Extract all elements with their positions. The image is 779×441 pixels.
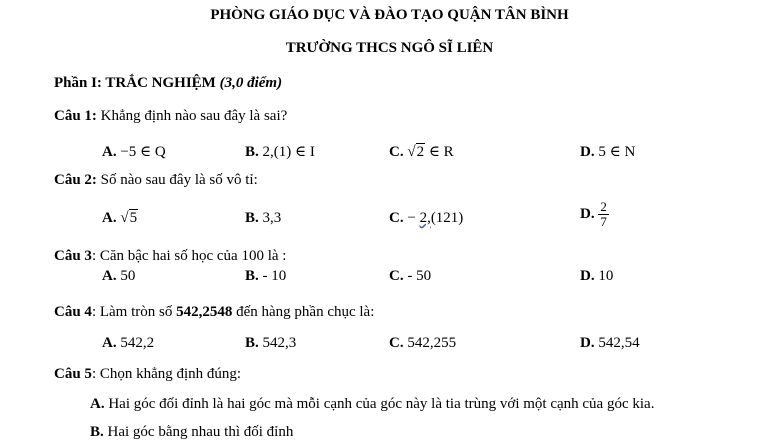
q3-option-c-text: - 50: [403, 268, 432, 284]
section-title: [54, 75, 282, 92]
q1-option-c: [389, 142, 454, 161]
q4-option-d-label: D.: [580, 335, 595, 351]
q3-option-b: [245, 268, 286, 285]
q4-option-b: [245, 335, 296, 352]
sqrt-symbol: √2: [407, 144, 425, 160]
q3-option-a-text: 50: [116, 268, 136, 284]
q4-option-b-text: 542,3: [258, 335, 297, 351]
q2-option-c-minus: −: [403, 210, 420, 226]
q2-option-d-numerator: 2: [600, 199, 607, 214]
q1-option-b: [245, 142, 315, 161]
school-title: TRƯỜNG THCS NGÔ SĨ LIÊN: [285, 40, 494, 56]
q1-option-c-label: C.: [389, 144, 404, 160]
q3-option-c-label: C.: [389, 268, 404, 284]
q3-option-d-text: 10: [594, 268, 614, 284]
q3-option-b-label: B.: [245, 268, 259, 284]
question-4-label: Câu 4: [54, 304, 92, 320]
question-1-text: Khẳng định nào sau đây là sai?: [96, 108, 288, 124]
question-5-text: : Chọn khẳng định đúng:: [91, 366, 242, 382]
q2-option-d: [580, 200, 609, 229]
q4-option-a-text: 542,2: [116, 335, 155, 351]
q4-option-c-text: 542,255: [403, 335, 457, 351]
question-3-text: : Căn bậc hai số học của 100 là :: [91, 248, 287, 264]
q3-option-a: [102, 268, 135, 285]
question-2-label: Câu 2:: [54, 172, 97, 188]
question-4-text-post: đến hàng phần chục là:: [232, 304, 375, 320]
q3-option-c: [389, 268, 431, 285]
q2-option-d-denominator: 7: [600, 214, 607, 229]
q5-option-b-text: Hai góc bằng nhau thì đối đỉnh: [103, 424, 294, 440]
question-5: [54, 366, 241, 383]
q2-option-c-label: C.: [389, 210, 404, 226]
q4-option-c: [389, 335, 456, 352]
q2-option-c: [389, 210, 463, 227]
q2-option-b-label: B.: [245, 210, 259, 226]
section-name: Phần I: TRẮC NGHIỆM: [54, 75, 216, 91]
q2-option-b-text: 3,3: [258, 210, 282, 226]
question-3: [54, 248, 286, 265]
q5-option-b: [90, 424, 293, 441]
q4-option-d: [580, 335, 640, 352]
q1-option-a-label: A.: [102, 144, 117, 160]
q2-option-a: [102, 210, 138, 227]
q3-option-d-label: D.: [580, 268, 595, 284]
q5-option-a-text: Hai góc đối đỉnh là hai góc mà mỗi cạnh của góc này là tia trùng với một cạnh của góc kia.: [104, 396, 655, 412]
q2-option-d-label: D.: [580, 206, 595, 222]
q5-option-a: [90, 396, 654, 413]
q3-option-b-text: - 10: [258, 268, 287, 284]
q1-option-d-label: D.: [580, 144, 595, 160]
q1-option-a: [102, 142, 166, 161]
question-4-text-pre: : Làm tròn số: [91, 304, 177, 320]
q2-option-a-radicand: 5: [129, 210, 138, 226]
q5-option-b-label: B.: [90, 424, 104, 440]
question-2-text: Số nào sau đây là số vô tỉ:: [96, 172, 258, 188]
q4-option-a: [102, 335, 154, 352]
question-4-number: 542,2548: [176, 304, 233, 320]
q3-option-d: [580, 268, 613, 285]
q4-option-d-text: 542,54: [594, 335, 640, 351]
question-3-label: Câu 3: [54, 248, 92, 264]
q1-option-b-text: 2,(1) ∈ I: [258, 144, 315, 160]
q4-option-a-label: A.: [102, 335, 117, 351]
section-score: (3,0 điểm): [219, 75, 283, 91]
question-5-label: Câu 5: [54, 366, 92, 382]
question-4: [54, 304, 374, 321]
q4-option-c-label: C.: [389, 335, 404, 351]
question-2: [54, 172, 258, 189]
q2-option-a-label: A.: [102, 210, 117, 226]
q2-option-c-integer: 2,: [419, 210, 431, 226]
q1-option-d-text: 5 ∈ N: [594, 144, 636, 160]
q3-option-a-label: A.: [102, 268, 117, 284]
sqrt-symbol: √5: [120, 210, 138, 226]
q1-option-a-text: −5 ∈ Q: [116, 144, 166, 160]
q2-option-c-period: (121): [430, 210, 464, 226]
department-title: PHÒNG GIÁO DỤC VÀ ĐÀO TẠO QUẬN TÂN BÌNH: [210, 7, 569, 23]
q1-option-c-rest: ∈ R: [425, 144, 454, 160]
fraction: [598, 200, 609, 229]
question-1: [54, 108, 287, 125]
question-1-label: Câu 1:: [54, 108, 97, 124]
q1-option-b-label: B.: [245, 144, 259, 160]
q1-option-d: [580, 142, 635, 161]
q4-option-b-label: B.: [245, 335, 259, 351]
q5-option-a-label: A.: [90, 396, 105, 412]
q1-option-c-radicand: 2: [416, 144, 425, 160]
q2-option-b: [245, 210, 281, 227]
